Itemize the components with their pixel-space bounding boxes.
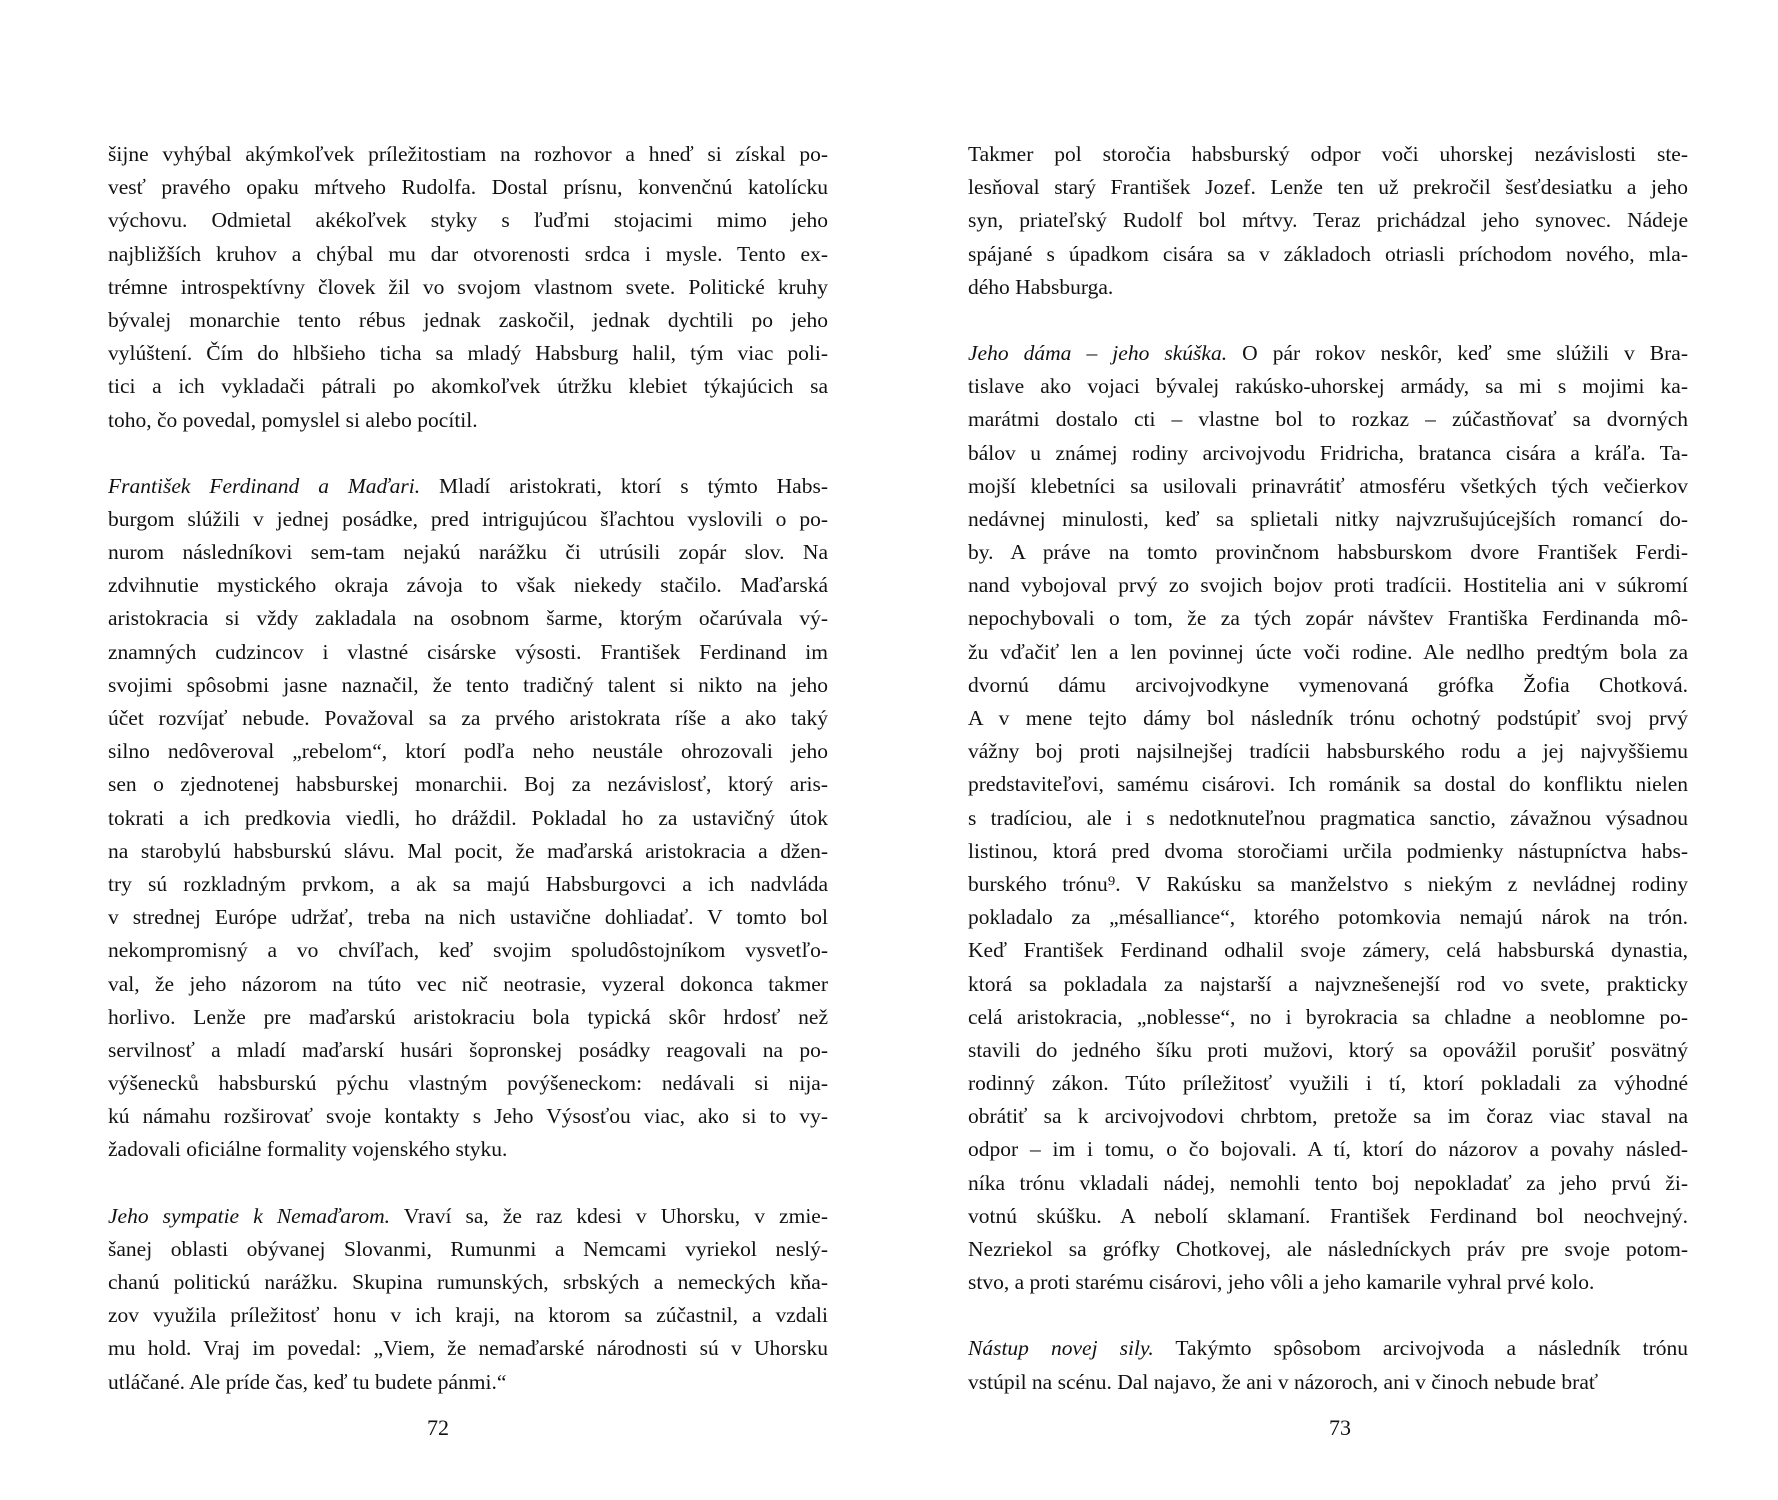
line-text: servilnosť a mladí maďarskí husári šopronskej posádky reagovali na po- xyxy=(108,1037,828,1062)
text-line xyxy=(108,669,828,702)
line-text: s tradíciou, ale i s nedotknuteľnou pragmatica sanctio, závažnou výsadnou xyxy=(968,805,1688,830)
text-line xyxy=(968,370,1688,403)
text-line xyxy=(968,238,1688,271)
text-line xyxy=(108,1366,828,1399)
line-text: šanej oblasti obývanej Slovanmi, Rumunmi a Nemcami vyriekol neslý- xyxy=(108,1236,828,1261)
paragraph xyxy=(108,1200,828,1399)
paragraph xyxy=(968,337,1688,1299)
text-line xyxy=(108,1332,828,1365)
line-text: výšenecků habsburskú pýchu vlastným povýšeneckom: nedávali si nija- xyxy=(108,1071,828,1096)
text-line xyxy=(968,569,1688,602)
line-text: v strednej Európe udržať, treba na nich ustavične dohliadať. V tomto bol xyxy=(108,905,828,930)
line-text: Takmer pol storočia habsburský odpor voči uhorskej nezávislosti ste- xyxy=(968,142,1688,166)
line-text: bálov u známej rodiny arcivojvodu Fridricha, bratanca cisára a kráľa. Ta- xyxy=(968,440,1688,465)
text-line xyxy=(968,1233,1688,1266)
line-text: aristokracia si vždy zakladala na osobnom šarme, ktorým očarúvala vý- xyxy=(108,606,828,631)
line-text: zov využila príležitosť honu v ich kraji, na ktorom sa zúčastnil, a vzdali xyxy=(108,1303,828,1328)
section-heading: František Ferdinand a Maďari. xyxy=(108,473,421,498)
line-text: kú námahu rozširovať svoje kontakty s Jeho Výsosťou viac, ako si to vy- xyxy=(108,1104,828,1129)
line-text: trémne introspektívny človek žil vo svojom vlastnom svete. Politické kruhy xyxy=(108,274,828,299)
text-line xyxy=(968,702,1688,735)
text-line xyxy=(108,138,828,171)
paragraph-gap xyxy=(108,437,828,470)
line-text: try sú rozkladným prvkom, a ak sa majú Habsburgovci a ich nadvláda xyxy=(108,871,828,896)
line-text: mojší klebetníci sa usilovali prinavrátiť atmosféru všetkých tých večierkov xyxy=(968,473,1688,498)
text-line xyxy=(108,1200,828,1233)
line-text: mu hold. Vraj im povedal: „Viem, že nemaďarské národnosti sú v Uhorsku xyxy=(108,1336,828,1361)
text-line xyxy=(108,968,828,1001)
line-text: utláčané. Ale príde čas, keď tu budete pánmi.“ xyxy=(108,1369,507,1394)
line-text: A v mene tejto dámy bol následník trónu ochotný podstúpiť svoj prvý xyxy=(968,706,1688,730)
line-text: toho, čo povedal, pomyslel si alebo pocítil. xyxy=(108,407,478,432)
text-line xyxy=(968,271,1688,304)
line-text: chanú politickú narážku. Skupina rumunských, srbských a nemeckých kňa- xyxy=(108,1270,828,1294)
paragraph xyxy=(108,470,828,1167)
line-text: vážny boj proti najsilnejšej tradícii habsburského rodu a jej najvyššiemu xyxy=(968,739,1688,764)
text-line xyxy=(108,768,828,801)
text-line xyxy=(108,1034,828,1067)
text-line xyxy=(108,1100,828,1133)
text-line xyxy=(968,470,1688,503)
line-text: stvo, a proti starému cisárovi, jeho vôli a jeho kamarile vyhral prvé kolo. xyxy=(968,1270,1595,1295)
section-heading: Jeho dáma – jeho skúška. xyxy=(968,340,1228,365)
text-line xyxy=(108,702,828,735)
text-line xyxy=(968,968,1688,1001)
line-text: žadovali oficiálne formality vojenského styku. xyxy=(108,1137,508,1162)
text-line xyxy=(108,1133,828,1166)
text-line xyxy=(968,138,1688,171)
text-line xyxy=(968,1366,1688,1399)
line-text: vylúštení. Čím do hlbšieho ticha sa mladý Habsburg halil, tým viac poli- xyxy=(108,341,828,366)
line-text: Takýmto spôsobom arcivojvoda a následník trónu xyxy=(1175,1336,1688,1361)
text-line xyxy=(968,868,1688,901)
line-text: tokrati a ich predkovia viedli, ho dráždil. Pokladal ho za ustavičný útok xyxy=(108,805,828,830)
line-text: nekompromisný a vo chvíľach, keď svojim spoludôstojníkom vysvetľo- xyxy=(108,938,828,963)
line-text: žu vďačiť len a len povinnej úcte voči rodine. Ale nedlho predtým bola za xyxy=(968,639,1688,664)
text-line xyxy=(968,437,1688,470)
text-line xyxy=(108,171,828,204)
text-line xyxy=(108,934,828,967)
line-text: votnú skúšku. A nebolí sklamaní. František Ferdinand bol neochvejný. xyxy=(968,1203,1688,1228)
text-line xyxy=(108,1299,828,1332)
line-text: Nezriekol sa grófky Chotkovej, ale následníckych práv pre svoje potom- xyxy=(968,1237,1688,1261)
text-line xyxy=(968,1266,1688,1299)
text-line xyxy=(108,337,828,370)
text-line xyxy=(968,934,1688,967)
line-text: tici a ich vykladači pátrali po akomkoľvek útržku klebiet týkajúcich sa xyxy=(108,374,828,399)
text-line xyxy=(968,735,1688,768)
line-text: silno nedôveroval „rebelom“, ktorí podľa neho neustále ohrozovali jeho xyxy=(108,739,828,764)
line-text: znamných cudzincov i vlastné cisárske výsosti. František Ferdinand im xyxy=(108,639,828,664)
line-text: ktorá sa pokladala za najstarší a najvznešenejší rod vo svete, prakticky xyxy=(968,971,1688,996)
line-text: nand vybojoval prvý zo svojich bojov proti tradícii. Hostitelia ani v súkromí xyxy=(968,573,1688,598)
line-text: celá aristokracia, „noblesse“, no i byrokracia sa chladne a neoblomne po- xyxy=(968,1004,1688,1029)
left-page xyxy=(108,138,828,1399)
line-text: nedávnej minulosti, keď sa splietali nitky najvzrušujúcejších romancí do- xyxy=(968,506,1688,531)
line-text: níka trónu vkladali nádej, nemohli tento boj nepokladať za jeho prvú ži- xyxy=(968,1170,1688,1195)
text-line xyxy=(968,1133,1688,1166)
text-line xyxy=(968,602,1688,635)
line-text: dvornú dámu arcivojvodkyne vymenovaná grófka Žofia Chotková. xyxy=(968,672,1688,697)
text-line xyxy=(108,868,828,901)
text-line xyxy=(968,802,1688,835)
text-line xyxy=(108,735,828,768)
line-text: obrátiť sa k arcivojvodovi chrbtom, pretože sa im čoraz viac staval na xyxy=(968,1104,1688,1129)
line-text: O pár rokov neskôr, keď sme slúžili v Bra- xyxy=(1242,340,1688,365)
section-heading: Jeho sympatie k Nemaďarom. xyxy=(108,1203,391,1228)
text-line xyxy=(968,1167,1688,1200)
line-text: rodinný zákon. Túto príležitosť využili i tí, ktorí pokladali za výhodné xyxy=(968,1071,1688,1096)
text-line xyxy=(968,1200,1688,1233)
line-text: účet rozvíjať nebude. Považoval sa za prvého aristokrata ríše a ako taký xyxy=(108,706,828,730)
line-text: nurom následníkovi sem-tam nejakú narážku či utrúsili zopár slov. Na xyxy=(108,540,828,565)
paragraph-gap xyxy=(108,1167,828,1200)
text-line xyxy=(968,536,1688,569)
text-line xyxy=(968,403,1688,436)
paragraph xyxy=(108,138,828,437)
text-line xyxy=(108,802,828,835)
line-text: odpor – im i tomu, o čo bojovali. A tí, ktorí do názorov a povahy násled- xyxy=(968,1137,1688,1162)
line-text: Mladí aristokrati, ktorí s týmto Habs- xyxy=(439,473,828,498)
line-text: spájané s úpadkom cisára sa v základoch otriasli príchodom nového, mla- xyxy=(968,241,1688,266)
line-text: marátmi dostalo cti – vlastne bol to rozkaz – zúčastňovať sa dvorných xyxy=(968,407,1688,432)
line-text: listinou, ktorá pred dvoma storočiami určila podmienky nástupníctva habs- xyxy=(968,838,1688,863)
text-line xyxy=(108,370,828,403)
text-line xyxy=(108,503,828,536)
text-line xyxy=(968,901,1688,934)
text-line xyxy=(108,1233,828,1266)
text-line xyxy=(108,636,828,669)
text-line xyxy=(108,470,828,503)
paragraph xyxy=(968,138,1688,304)
text-line xyxy=(108,536,828,569)
text-line xyxy=(968,1332,1688,1365)
paragraph-gap xyxy=(968,304,1688,337)
line-text: Keď František Ferdinand odhalil svoje zámery, celá habsburská dynastia, xyxy=(968,938,1688,963)
page-number-left: 72 xyxy=(427,1415,449,1440)
text-line xyxy=(968,636,1688,669)
text-line xyxy=(968,1034,1688,1067)
text-line xyxy=(108,304,828,337)
line-text: tislave ako vojaci bývalej rakúsko-uhorskej armády, sa mi s mojimi ka- xyxy=(968,374,1688,399)
text-line xyxy=(968,204,1688,237)
text-line xyxy=(108,569,828,602)
line-text: horlivo. Lenže pre maďarskú aristokraciu bola typická skôr hrdosť než xyxy=(108,1004,828,1029)
line-text: najbližších kruhov a chýbal mu dar otvorenosti srdca i mysle. Tento ex- xyxy=(108,241,828,266)
paragraph-gap xyxy=(968,1299,1688,1332)
line-text: vstúpil na scénu. Dal najavo, že ani v názoroch, ani v činoch nebude brať xyxy=(968,1369,1599,1394)
line-text: bývalej monarchie tento rébus jednak zaskočil, jednak dychtili po jeho xyxy=(108,307,828,332)
line-text: dého Habsburga. xyxy=(968,274,1114,299)
line-text: zdvihnutie mystického okraja závoja to však niekedy stačilo. Maďarská xyxy=(108,573,828,598)
text-line xyxy=(108,404,828,437)
text-line xyxy=(108,1067,828,1100)
text-line xyxy=(968,835,1688,868)
line-text: pokladalo za „mésalliance“, ktorého potomkovia nemajú nárok na trón. xyxy=(968,905,1688,930)
text-line xyxy=(108,238,828,271)
line-text: svojimi spôsobmi jasne naznačil, že tento tradičný talent si nikto na jeho xyxy=(108,672,828,697)
line-text: na starobylú habsburskú slávu. Mal pocit, že maďarská aristokracia a džen- xyxy=(108,838,828,863)
line-text: sen o zjednotenej habsburskej monarchii. Boj za nezávislosť, ktorý aris- xyxy=(108,772,828,797)
text-line xyxy=(108,602,828,635)
line-text: výchovu. Odmietal akékoľvek styky s ľuďmi stojacimi mimo jeho xyxy=(108,208,828,233)
text-line xyxy=(108,901,828,934)
text-line xyxy=(968,1001,1688,1034)
text-line xyxy=(968,768,1688,801)
text-line xyxy=(968,337,1688,370)
line-text: vesť pravého opaku mŕtveho Rudolfa. Dostal prísnu, konvenčnú katolícku xyxy=(108,175,828,200)
text-line xyxy=(108,204,828,237)
line-text: burského trónu⁹. V Rakúsku sa manželstvo s niekým z nevládnej rodiny xyxy=(968,871,1688,896)
right-page xyxy=(968,138,1688,1399)
page-number-right: 73 xyxy=(1329,1415,1351,1440)
text-line xyxy=(968,669,1688,702)
line-text: nepochybovali o tom, že za tých zopár návštev Františka Ferdinanda mô- xyxy=(968,606,1688,631)
line-text: Vraví sa, že raz kdesi v Uhorsku, v zmie- xyxy=(403,1203,828,1228)
text-line xyxy=(108,1001,828,1034)
line-text: burgom slúžili v jednej posádke, pred intrigujúcou šľachtou vyslovili o po- xyxy=(108,506,828,531)
text-line xyxy=(108,271,828,304)
line-text: predstaviteľovi, samému cisárovi. Ich románik sa dostal do konfliktu nielen xyxy=(968,772,1688,797)
paragraph xyxy=(968,1332,1688,1398)
line-text: šijne vyhýbal akýmkoľvek príležitostiam na rozhovor a hneď si získal po- xyxy=(108,142,828,166)
line-text: lesňoval starý František Jozef. Lenže ten už prekročil šesťdesiatku a jeho xyxy=(968,175,1688,200)
section-heading: Nástup novej sily. xyxy=(968,1336,1154,1361)
text-line xyxy=(968,503,1688,536)
text-line xyxy=(108,835,828,868)
text-line xyxy=(968,171,1688,204)
line-text: by. A práve na tomto provinčnom habsburskom dvore František Ferdi- xyxy=(968,540,1688,565)
line-text: val, že jeho názorom na túto vec nič neotrasie, vyzeral dokonca takmer xyxy=(108,971,828,996)
line-text: syn, priateľský Rudolf bol mŕtvy. Teraz prichádzal jeho synovec. Nádeje xyxy=(968,208,1688,233)
line-text: stavili do jedného šíku proti mužovi, ktorý sa opovážil porušiť posvätný xyxy=(968,1037,1688,1062)
text-line xyxy=(968,1100,1688,1133)
text-line xyxy=(108,1266,828,1299)
text-line xyxy=(968,1067,1688,1100)
